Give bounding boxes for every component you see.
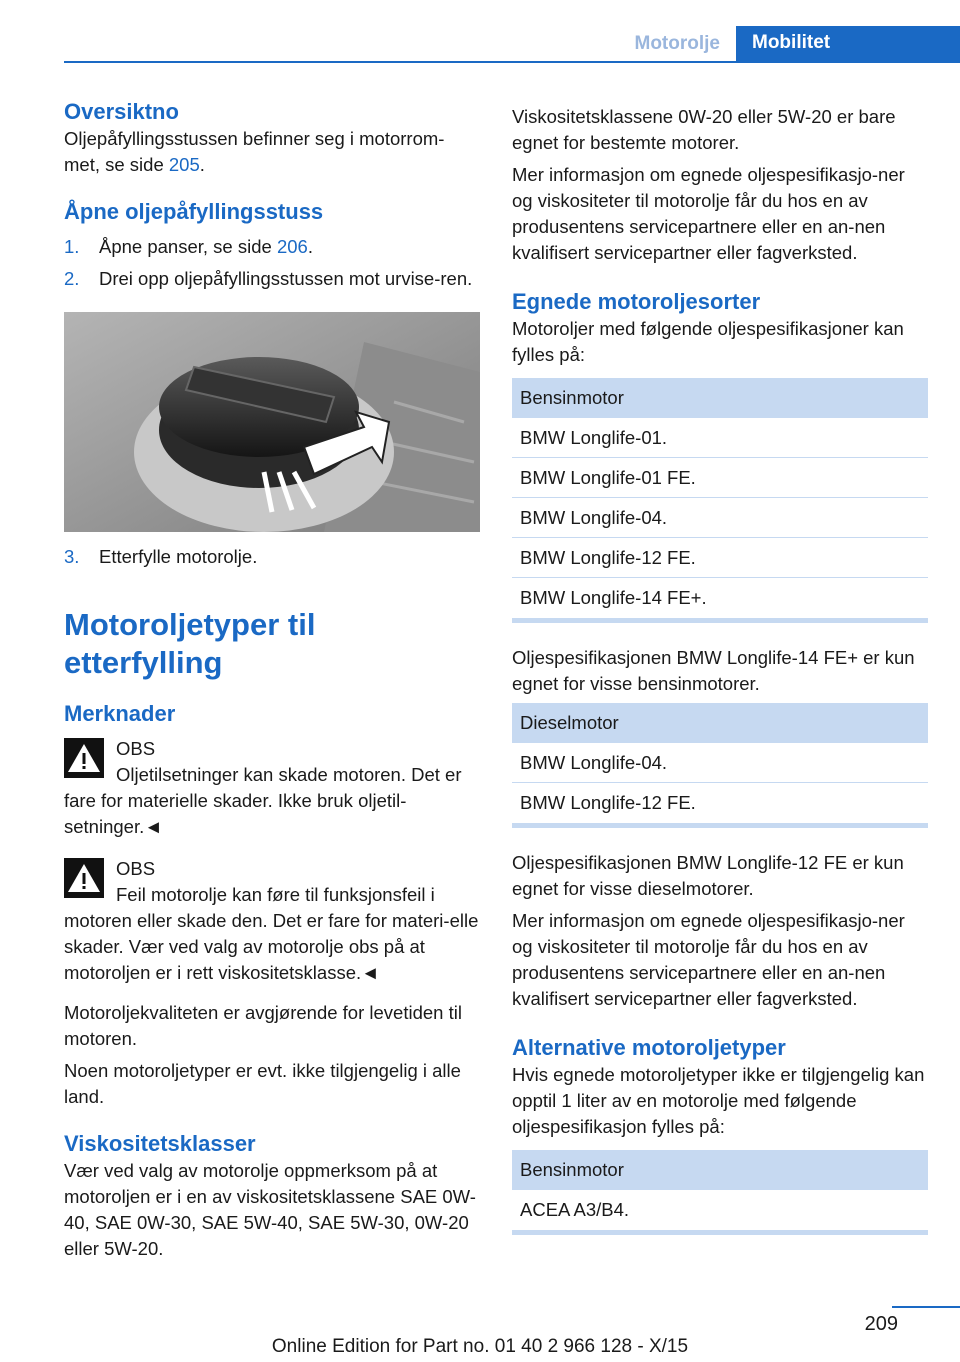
paragraph-noen: Noen motoroljetyper er evt. ikke tilgjengelig i alle land. (64, 1060, 461, 1107)
table-header: Dieselmotor (512, 703, 928, 743)
edition-footer: Online Edition for Part no. 01 40 2 966 128 - X/15 (271, 1336, 689, 1357)
step-1: 1. Åpne panser, se side 206. (64, 236, 313, 257)
warning-1-text: Oljetilsetninger kan skade motoren. Det er fare for materielle skader. Ikke bruk oljetil-setninger.◄ (64, 764, 462, 837)
heading-apne: Åpne oljepåfyllingsstuss (64, 199, 324, 224)
page-number: 209 (864, 1313, 898, 1335)
paragraph-oversikt: Oljepåfyllingsstussen befinner seg i motorrom- met, se side 205. (64, 128, 445, 175)
table-row: BMW Longlife-12 FE. (520, 792, 696, 813)
paragraph-egnede: Motoroljer med følgende oljespesifikasjoner kan fylles på: (512, 318, 904, 365)
table-row: BMW Longlife-01 FE. (512, 458, 928, 498)
steps-list-cont (64, 544, 480, 570)
heading-egnede: Egnede motoroljesorter (512, 289, 761, 314)
table-dieselmotor (512, 703, 928, 828)
warning-2-text: Feil motorolje kan føre til funksjonsfeil i motoren eller skade den. Det er fare for materi-elle skader. Vær ved valg av motorolje obs på at motoroljen er i rett viskositetsklasse.◄ (64, 884, 479, 983)
heading-alternative: Alternative motoroljetyper (512, 1035, 786, 1060)
paragraph-mer-info-1: Mer informasjon om egnede oljespesifikasjo-ner og viskositeter til motorolje får du hos en av produsentens servicepartnere eller en an-nen kvalifisert servicepartner eller fagverksted. (512, 164, 905, 263)
table-row: BMW Longlife-01. (512, 418, 928, 458)
table-row: BMW Longlife-04. (512, 498, 928, 538)
heading-motoroljetyper: Motoroljetyper til etterfylling (64, 607, 316, 680)
left-column (64, 98, 480, 1262)
steps-list (64, 234, 480, 292)
table-bensinmotor (512, 378, 928, 623)
paragraph-mer-info-2: Mer informasjon om egnede oljespesifikasjo-ner og viskositeter til motorolje får du hos en av produsentens servicepartnere eller en an-nen kvalifisert servicepartner eller fagverksted. (512, 910, 905, 1009)
warning-1 (64, 736, 480, 840)
paragraph-alternative: Hvis egnede motoroljetyper ikke er tilgjengelig kan opptil 1 liter av en motorolje med følgende oljespesifikasjon fylles på: (512, 1064, 925, 1137)
paragraph-visko2: Viskositetsklassene 0W-20 eller 5W-20 er bare egnet for bestemte motorer. (512, 106, 896, 153)
oil-cap-illustration (64, 312, 480, 532)
header-section-label: Motorolje (634, 33, 720, 54)
table-footer-rule (512, 1230, 928, 1235)
warning-2-title: OBS (116, 858, 156, 879)
paragraph-spec12: Oljespesifikasjonen BMW Longlife-12 FE er kun egnet for visse dieselmotorer. (512, 852, 904, 899)
warning-2 (64, 856, 480, 986)
paragraph-kvalitet: Motoroljekvaliteten er avgjørende for levetiden til motoren. (64, 1002, 462, 1049)
warning-1-title: OBS (116, 738, 156, 759)
table-header: Bensinmotor (512, 1150, 928, 1190)
oil-filler-cap-photo (64, 312, 480, 532)
table-row: BMW Longlife-04. (512, 743, 928, 783)
heading-merknader: Merknader (64, 701, 176, 726)
table-alt-bensinmotor (512, 1150, 928, 1235)
header-chapter-tab: Mobilitet (736, 26, 960, 62)
table-footer-rule (512, 823, 928, 828)
page-number-rule (892, 1306, 960, 1308)
warning-icon (64, 738, 104, 778)
warning-icon (64, 858, 104, 898)
step-2: 2. Drei opp oljepåfyllingsstussen mot urvise-ren. (64, 268, 473, 289)
heading-oversikt: Oversiktno (64, 99, 179, 124)
table-row: BMW Longlife-14 FE+. (520, 587, 707, 608)
page-link-206[interactable]: 206 (276, 236, 308, 257)
paragraph-spec14: Oljespesifikasjonen BMW Longlife-14 FE+ er kun egnet for visse bensinmotorer. (512, 647, 915, 694)
right-column (512, 104, 928, 1235)
step-3: 3. Etterfylle motorolje. (64, 546, 258, 567)
heading-viskositetsklasser: Viskositetsklasser (64, 1131, 256, 1156)
page-link-205[interactable]: 205 (168, 154, 200, 175)
table-footer-rule (512, 618, 928, 623)
table-header: Bensinmotor (512, 378, 928, 418)
paragraph-viskositet: Vær ved valg av motorolje oppmerksom på at motoroljen er i en av viskositetsklassene SAE 0W-40, SAE 0W-30, SAE 5W-40, SAE 5W-30, 0W-20 eller 5W-20. (64, 1160, 476, 1259)
table-row: ACEA A3/B4. (520, 1199, 630, 1220)
table-row: BMW Longlife-12 FE. (512, 538, 928, 578)
